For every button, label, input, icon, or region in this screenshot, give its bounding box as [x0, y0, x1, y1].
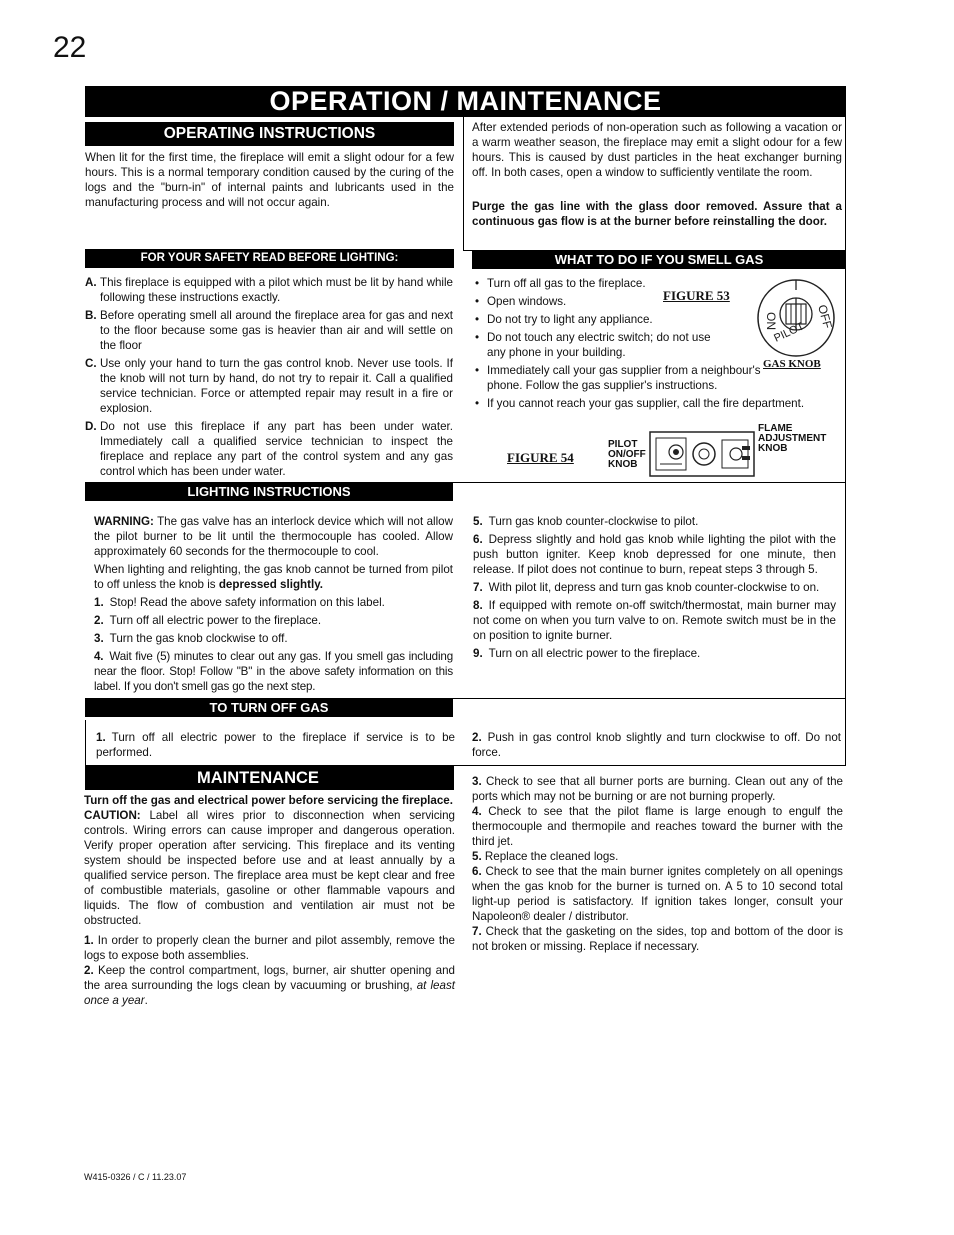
page-number: 22: [53, 31, 87, 64]
safety-item-d: D. Do not use this fireplace if any part has been under water. Immediately call a qualified service technician to inspect the fireplace and replace any part of the control system and any gas control which has been under water.: [85, 420, 453, 478]
safety-list: [85, 275, 453, 479]
gas-knob-caption: GAS KNOB: [763, 358, 821, 370]
gas-valve-icon: [648, 428, 756, 478]
lighting-step-9: 9. Turn on all electric power to the fireplace.: [473, 647, 701, 660]
maintenance-caution: CAUTION: Label all wires prior to disconnection when servicing controls. Wiring errors can cause improper and dangerous operation. Verify proper operation after servicing. This fireplace and its venting system should be inspected before use and at least annually by a qualified service person. The fireplace area must be kept clear and free of combustible materials, gasoline or other flammable vapours and liquids. The flow of combustion and ventilation air must not be obstructed.: [84, 809, 455, 927]
lighting-step-3: 3. Turn the gas knob clockwise to off.: [94, 632, 288, 645]
turn-off-step-2: 2. Push in gas control knob slightly and turn clockwise to off. Do not force.: [472, 731, 841, 759]
smell-gas-item: • Open windows.: [475, 295, 567, 308]
lighting-step-1: 1. Stop! Read the above safety information on this label.: [94, 596, 385, 609]
maintenance-warning: Turn off the gas and electrical power before servicing the fireplace.: [84, 794, 453, 807]
maintenance-step-3: 3. Check to see that all burner ports are burning. Clean out any of the ports which may not be burning or are not burning properly.: [472, 775, 843, 803]
operating-heading: OPERATING INSTRUCTIONS: [85, 122, 454, 146]
lighting-heading: LIGHTING INSTRUCTIONS: [85, 482, 453, 501]
lighting-left: [94, 514, 453, 697]
maintenance-left: [84, 793, 455, 1008]
turn-off-step-1: 1. Turn off all electric power to the fireplace if service is to be performed.: [96, 731, 455, 759]
maintenance-step-1: 1. In order to properly clean the burner and pilot assembly, remove the logs to expose both assemblies.: [84, 934, 455, 962]
knob-pilot-label: PILOT: [772, 320, 807, 345]
maintenance-step-2: 2. Keep the control compartment, logs, burner, air shutter opening and the area surrounding the logs clean by vacuuming or brushing, at least once a year.: [84, 964, 455, 1007]
safety-item-b: B. Before operating smell all around the fireplace area for gas and next to the floor because some gas is heavier than air and will settle on the floor: [85, 309, 453, 352]
flame-knob-label: FLAME ADJUSTMENT KNOB: [758, 423, 827, 454]
lighting-right: [473, 514, 836, 664]
divider-left-border-off: [85, 720, 86, 766]
document-code: W415-0326 / C / 11.23.07: [84, 1172, 187, 1182]
maintenance-step-6: 6. Check to see that the main burner ignites completely on all openings when the gas knob for the burner is turned on. A 5 to 10 second total light-up period is satisfactory. If ignition takes longer, consult your Napoleon® dealer / distributor.: [472, 865, 843, 923]
maintenance-step-7: 7. Check that the gasketing on the sides, top and bottom of the door is not broken or missing. Replace if necessary.: [472, 925, 843, 953]
divider-right-border-top: [845, 117, 846, 250]
smell-gas-item: • Do not touch any electric switch; do not use any phone in your building.: [475, 331, 711, 359]
safety-heading: FOR YOUR SAFETY READ BEFORE LIGHTING:: [85, 249, 454, 268]
maintenance-right: [472, 774, 843, 954]
operating-extended: After extended periods of non-operation such as following a vacation or a warm weather season, the fireplace may emit a slight odour for a few hours. This is caused by dust particles in the heat exchanger burning off. In both cases, open a window to sufficiently ventilate the room.: [472, 121, 842, 179]
figure-53-caption: FIGURE 53: [663, 288, 730, 303]
figure-54-caption: FIGURE 54: [507, 450, 574, 465]
smell-gas-item: • Immediately call your gas supplier from a neighbour's phone. Follow the gas supplier's instructions.: [475, 364, 761, 392]
smell-gas-heading: WHAT TO DO IF YOU SMELL GAS: [472, 250, 846, 269]
divider-h-2: [453, 482, 846, 483]
lighting-relight: When lighting and relighting, the gas knob cannot be turned from pilot to off unless the knob is depressed slightly.: [94, 563, 453, 591]
lighting-step-4: 4. Wait five (5) minutes to clear out any gas. If you smell gas including near the floor. Stop! Follow "B" in the above safety information on this label. If you don't smell gas go the next step.: [94, 650, 453, 693]
smell-gas-item: • Turn off all gas to the fireplace.: [475, 277, 646, 290]
maintenance-step-4: 4. Check to see that the pilot flame is large enough to engulf the thermocouple and thermopile and reaches toward the burner with the third jet.: [472, 805, 843, 848]
divider-right-border-lighting: [845, 482, 846, 699]
gas-knob-icon: [754, 276, 838, 360]
safety-item-a: A. This fireplace is equipped with a pilot which must be lit by hand while following these instructions exactly.: [85, 276, 453, 304]
maintenance-heading: MAINTENANCE: [85, 766, 454, 790]
turn-off-heading: TO TURN OFF GAS: [85, 698, 453, 717]
knob-on-label: ON: [764, 312, 778, 330]
page-title: OPERATION / MAINTENANCE: [85, 86, 846, 117]
knob-off-label: OFF: [815, 303, 835, 330]
lighting-step-6: 6. Depress slightly and hold gas knob while lighting the pilot with the push button igniter. Keep knob depressed for one minute, then release. If pilot does not continue to burn, repeat steps 3 through 5.: [473, 533, 836, 576]
lighting-step-7: 7. With pilot lit, depress and turn gas knob counter-clockwise to on.: [473, 581, 820, 594]
lighting-step-8: 8. If equipped with remote on-off switch/thermostat, main burner may not come on when you turn valve to on. Remote switch must be in the on position to ignite burner.: [473, 599, 836, 642]
divider-center-top: [463, 117, 464, 250]
maintenance-step-5: 5. Replace the cleaned logs.: [472, 850, 619, 863]
operating-purge: Purge the gas line with the glass door removed. Assure that a continuous gas flow is at the burner before reinstalling the door.: [472, 200, 842, 228]
divider-right-border-off: [845, 698, 846, 765]
smell-gas-item: • If you cannot reach your gas supplier, call the fire department.: [475, 397, 805, 410]
pilot-knob-label: PILOT ON/OFF KNOB: [608, 439, 646, 470]
smell-gas-item: • Do not try to light any appliance.: [475, 313, 653, 326]
divider-right-border-smell: [845, 250, 846, 483]
lighting-step-5: 5. Turn gas knob counter-clockwise to pilot.: [473, 515, 699, 528]
operating-intro: When lit for the first time, the fireplace will emit a slight odour for a few hours. This is a normal temporary condition caused by the curing of the logs and the "burn-in" of internal paints and lubricants used in the manufacturing process and will not occur again.: [85, 151, 454, 209]
lighting-step-2: 2. Turn off all electric power to the fireplace.: [94, 614, 322, 627]
lighting-warning: WARNING: The gas valve has an interlock device which will not allow the pilot burner to be lit until the thermocouple has cooled. Allow approximately 60 seconds for the thermocouple to cool.: [94, 515, 453, 558]
safety-item-c: C. Use only your hand to turn the gas control knob. Never use tools. If the knob will not turn by hand, do not try to repair it. Call a qualified service technician. Force or attempted repair may result in a fire or explosion.: [85, 357, 453, 415]
